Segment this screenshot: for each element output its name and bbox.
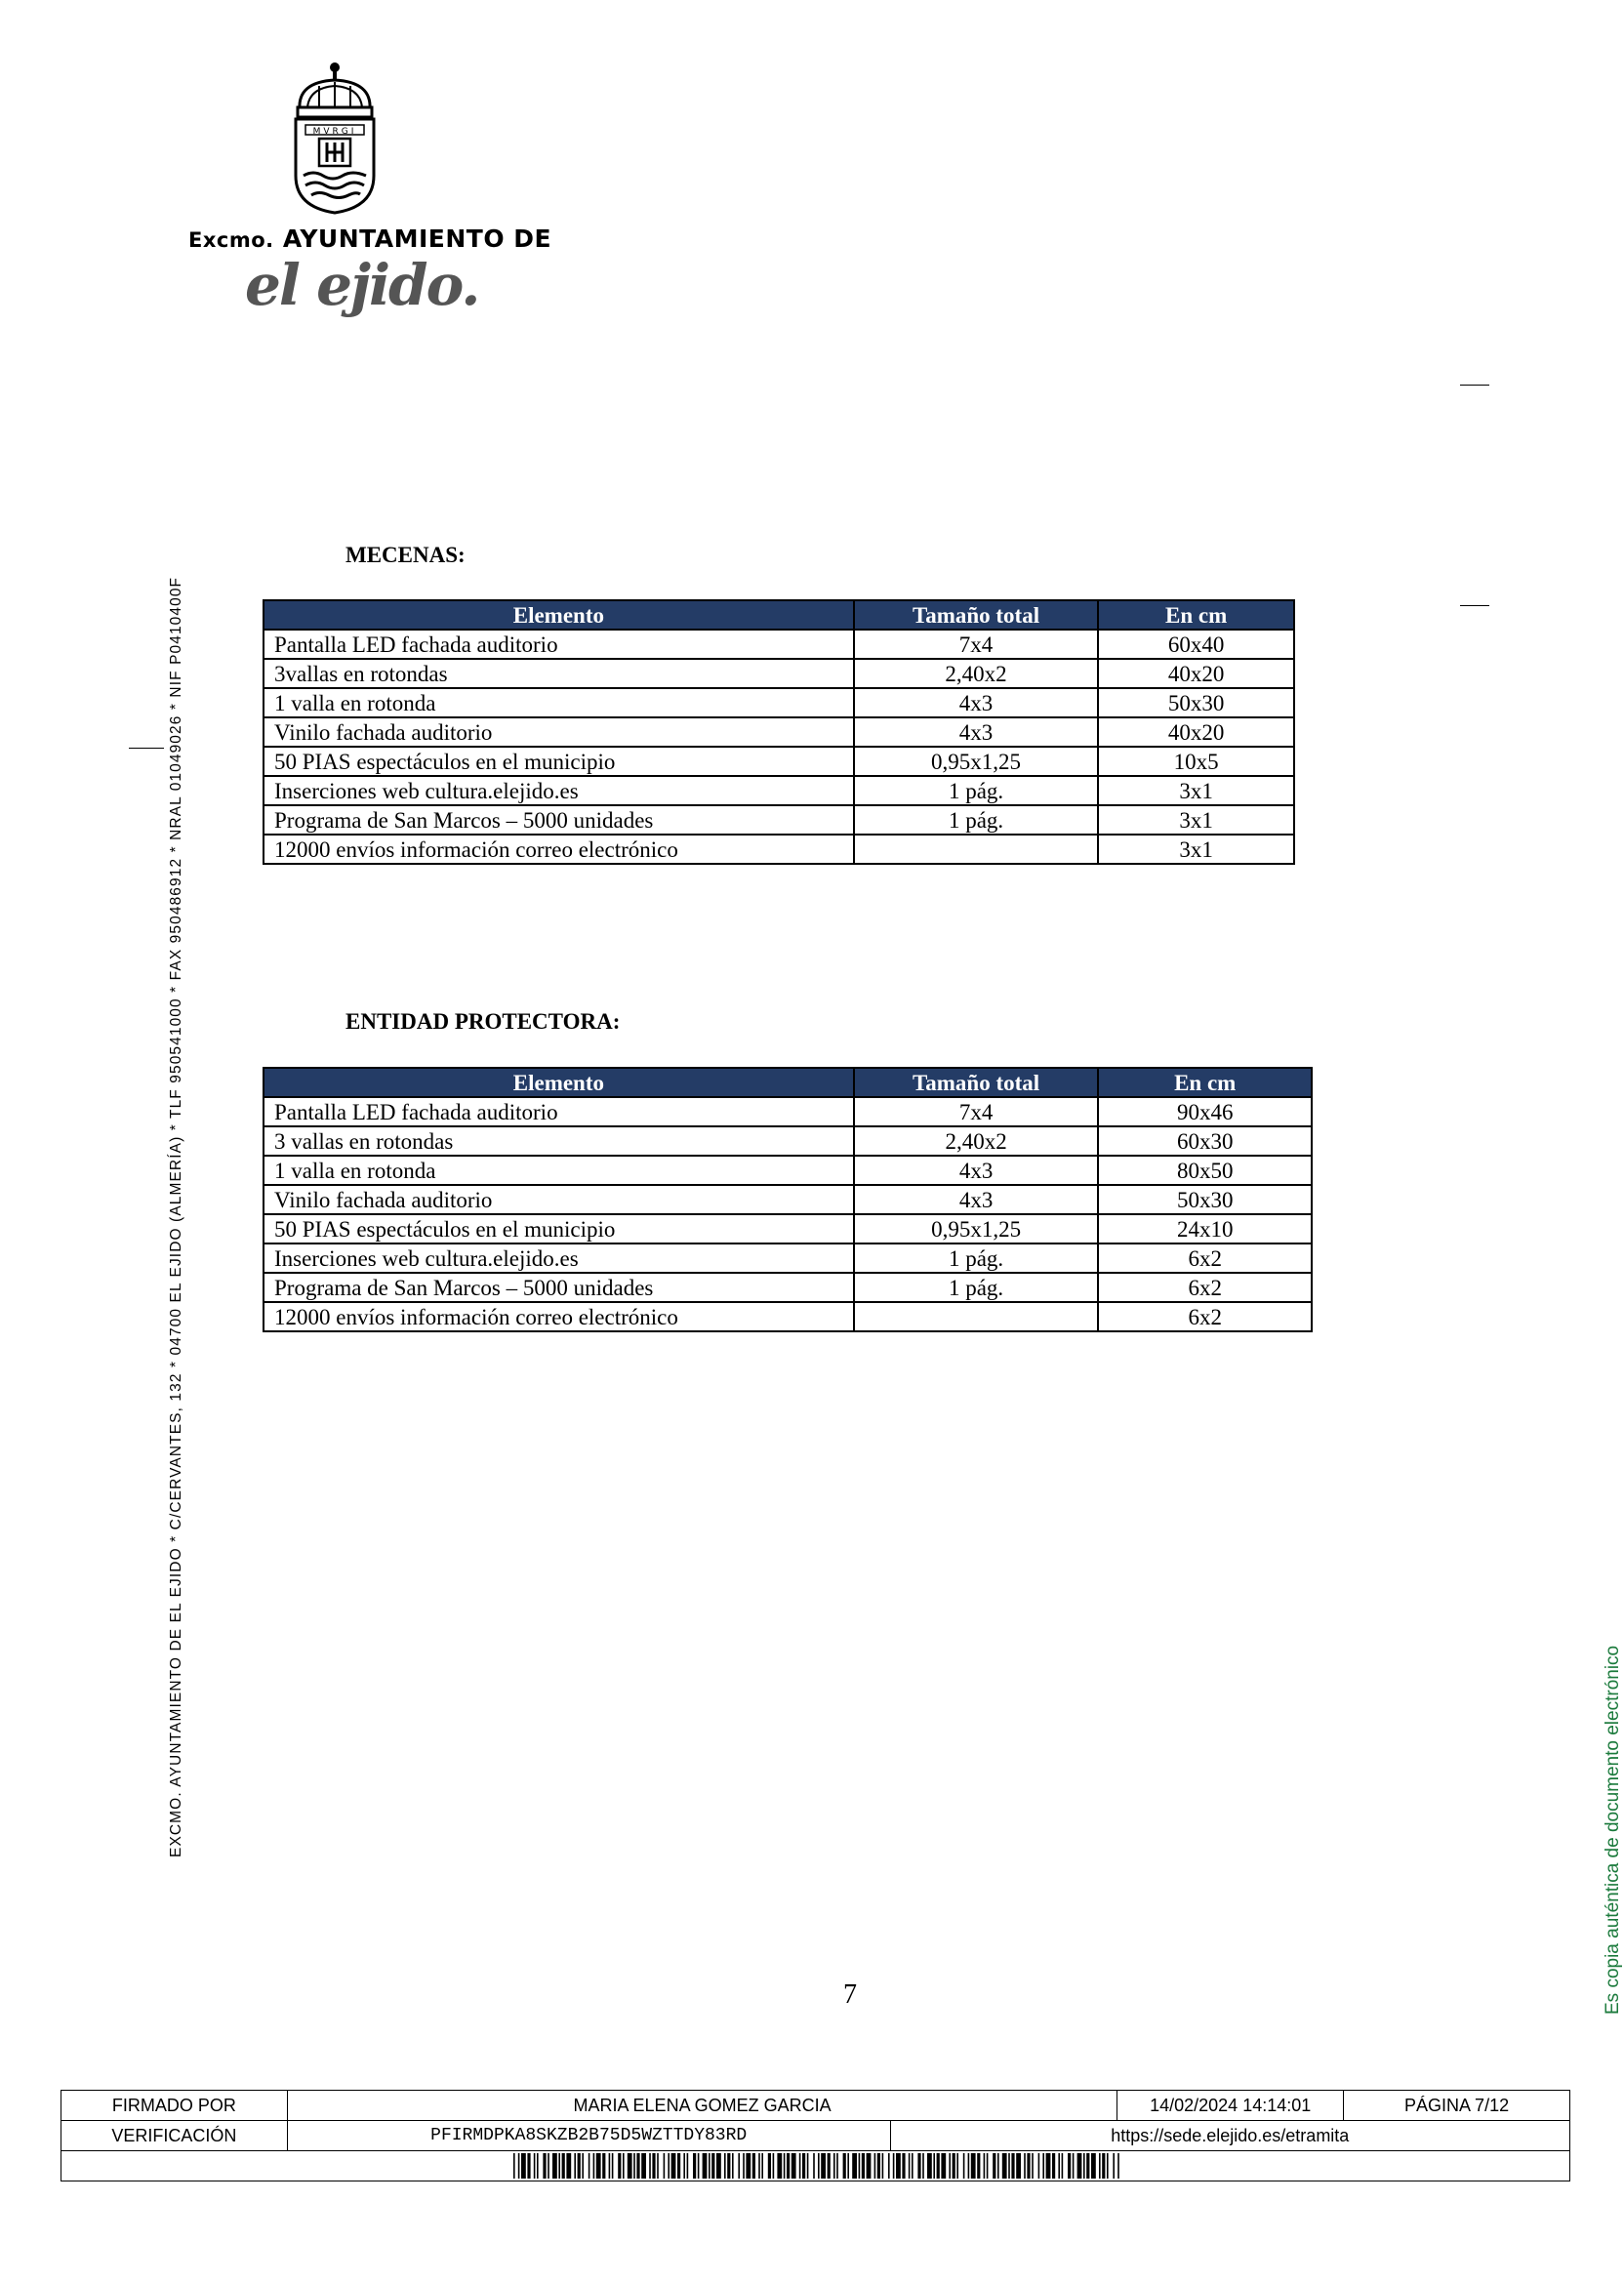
logo-title: Excmo. AYUNTAMIENTO DE (188, 224, 552, 253)
cell-cm: 80x50 (1098, 1156, 1312, 1185)
cell-cm: 3x1 (1098, 835, 1294, 864)
cell-element: Pantalla LED fachada auditorio (264, 1097, 854, 1126)
table-header-row (264, 600, 1294, 630)
cell-element: 1 valla en rotonda (264, 688, 854, 717)
signed-by-label: FIRMADO POR (61, 2091, 288, 2121)
column-header: En cm (1098, 1068, 1312, 1097)
table-row (264, 1156, 1312, 1185)
table-row (264, 659, 1294, 688)
table-row (264, 1097, 1312, 1126)
cell-element: 12000 envíos información correo electrónico (264, 835, 854, 864)
signature-datetime: 14/02/2024 14:14:01 (1117, 2091, 1344, 2121)
cell-size: 0,95x1,25 (854, 1214, 1099, 1243)
cell-element: 50 PIAS espectáculos en el municipio (264, 1214, 854, 1243)
municipal-logo (181, 61, 552, 353)
cell-size: 4x3 (854, 1185, 1099, 1214)
table-header-row (264, 1068, 1312, 1097)
column-header: En cm (1098, 600, 1294, 630)
column-header: Elemento (264, 1068, 854, 1097)
cell-size: 1 pág. (854, 1243, 1099, 1273)
table-row (264, 1273, 1312, 1302)
cell-cm: 90x46 (1098, 1097, 1312, 1126)
cell-size: 4x3 (854, 688, 1099, 717)
cell-size: 0,95x1,25 (854, 747, 1099, 776)
cell-element: Programa de San Marcos – 5000 unidades (264, 805, 854, 835)
cell-cm: 60x40 (1098, 630, 1294, 659)
table-row (264, 747, 1294, 776)
table-row (264, 1302, 1312, 1331)
cell-size: 2,40x2 (854, 659, 1099, 688)
section-title-protectora: ENTIDAD PROTECTORA: (345, 1009, 621, 1034)
cell-element: 50 PIAS espectáculos en el municipio (264, 747, 854, 776)
table-row (264, 1185, 1312, 1214)
table-row (264, 1214, 1312, 1243)
cell-size: 7x4 (854, 630, 1099, 659)
cell-cm: 6x2 (1098, 1243, 1312, 1273)
cell-size: 7x4 (854, 1097, 1099, 1126)
table-row (264, 688, 1294, 717)
section-title-mecenas: MECENAS: (345, 543, 466, 567)
footer-row-barcode (61, 2151, 1570, 2181)
cell-cm: 40x20 (1098, 717, 1294, 747)
footer-row-verification (61, 2121, 1570, 2151)
cell-size (854, 1302, 1099, 1331)
table-row (264, 835, 1294, 864)
cell-size: 1 pág. (854, 805, 1099, 835)
table-row (264, 805, 1294, 835)
verification-url[interactable]: https://sede.elejido.es/etramita (890, 2121, 1569, 2151)
cell-element: Inserciones web cultura.elejido.es (264, 776, 854, 805)
cell-element: 1 valla en rotonda (264, 1156, 854, 1185)
cell-cm: 3x1 (1098, 776, 1294, 805)
cell-cm: 50x30 (1098, 1185, 1312, 1214)
cell-size: 2,40x2 (854, 1126, 1099, 1156)
cell-size: 4x3 (854, 717, 1099, 747)
verification-code: PFIRMDPKA8SKZB2B75D5WZTTDY83RD (287, 2121, 890, 2151)
cell-size: 1 pág. (854, 776, 1099, 805)
signature-footer (61, 2090, 1570, 2181)
protectora-table (263, 1067, 1313, 1332)
footer-row-signed (61, 2091, 1570, 2121)
table-row (264, 717, 1294, 747)
cell-size (854, 835, 1099, 864)
margin-tick (1460, 605, 1489, 606)
cell-cm: 40x20 (1098, 659, 1294, 688)
cell-element: Programa de San Marcos – 5000 unidades (264, 1273, 854, 1302)
cell-cm: 6x2 (1098, 1273, 1312, 1302)
cell-element: 12000 envíos información correo electrónico (264, 1302, 854, 1331)
cell-element: 3vallas en rotondas (264, 659, 854, 688)
cell-cm: 60x30 (1098, 1126, 1312, 1156)
table-row (264, 630, 1294, 659)
table-row (264, 776, 1294, 805)
cell-size: 1 pág. (854, 1273, 1099, 1302)
logo-wordmark: el ejido. (245, 252, 479, 318)
cell-element: Vinilo fachada auditorio (264, 717, 854, 747)
cell-cm: 10x5 (1098, 747, 1294, 776)
svg-text:MVRGI: MVRGI (312, 127, 357, 137)
table-row (264, 1126, 1312, 1156)
column-header: Tamaño total (854, 1068, 1099, 1097)
column-header: Elemento (264, 600, 854, 630)
margin-tick (129, 748, 164, 749)
margin-tick (1460, 385, 1489, 386)
barcode-icon (513, 2153, 1118, 2179)
cell-element: Inserciones web cultura.elejido.es (264, 1243, 854, 1273)
cell-size: 4x3 (854, 1156, 1099, 1185)
page-indicator: PÁGINA 7/12 (1344, 2091, 1570, 2121)
cell-element: Vinilo fachada auditorio (264, 1185, 854, 1214)
coat-of-arms-icon (290, 61, 380, 217)
authentic-copy-notice: Es copia auténtica de documento electrónico (1603, 1645, 1623, 2015)
cell-element: Pantalla LED fachada auditorio (264, 630, 854, 659)
mecenas-table (263, 599, 1295, 865)
cell-cm: 50x30 (1098, 688, 1294, 717)
cell-cm: 24x10 (1098, 1214, 1312, 1243)
column-header: Tamaño total (854, 600, 1099, 630)
signer-name: MARIA ELENA GOMEZ GARCIA (287, 2091, 1116, 2121)
verification-label: VERIFICACIÓN (61, 2121, 288, 2151)
side-address-text: EXCMO. AYUNTAMIENTO DE EL EJIDO * C/CERVANTES, 132 * 04700 EL EJIDO (ALMERÍA) * TLF 950541000 * FAX 950486912 * NRAL 01049026 * NIF P0410400F (168, 576, 184, 1857)
table-row (264, 1243, 1312, 1273)
cell-cm: 3x1 (1098, 805, 1294, 835)
cell-cm: 6x2 (1098, 1302, 1312, 1331)
page-number: 7 (843, 1979, 857, 2010)
cell-element: 3 vallas en rotondas (264, 1126, 854, 1156)
